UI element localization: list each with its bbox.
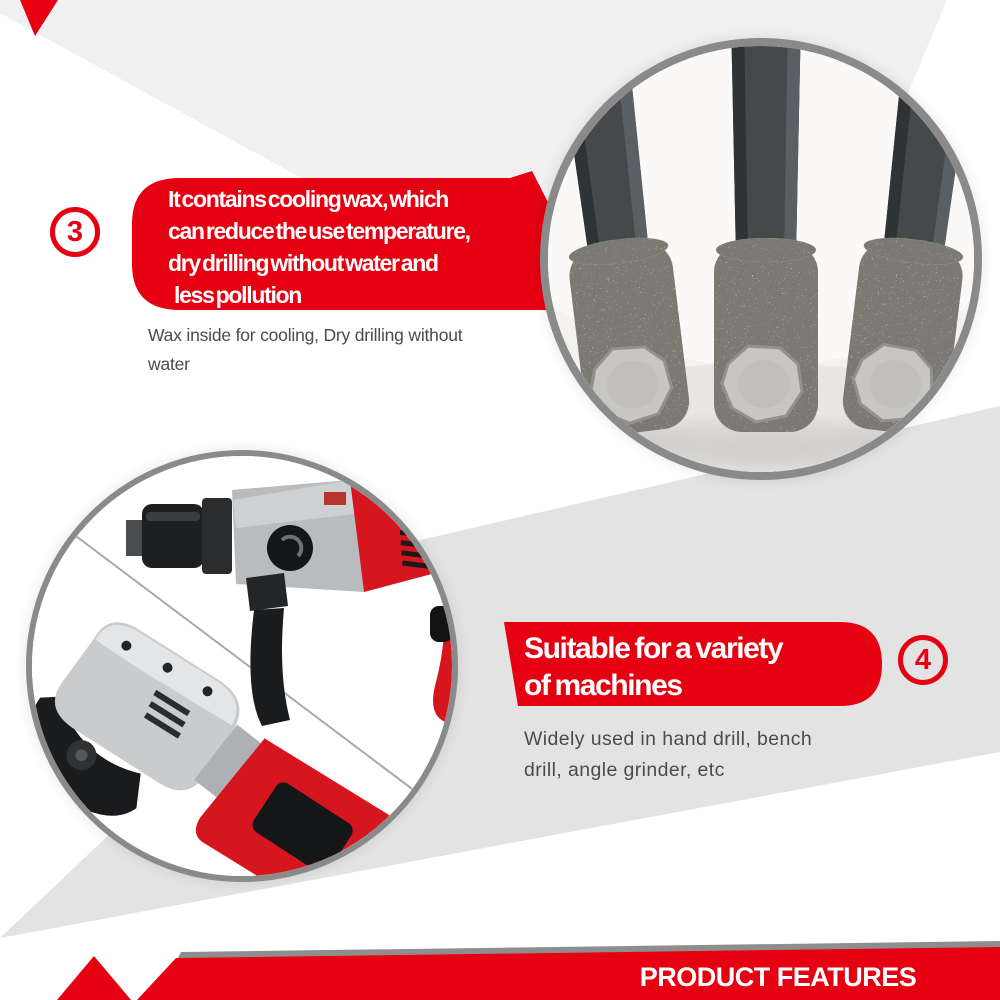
feature4-note-line: drill, angle grinder, etc [524,759,725,781]
feature4-note-line: Widely used in hand drill, bench [524,728,813,750]
feature3-note-line: Wax inside for cooling, Dry drilling without [148,325,463,345]
feature3-note-line: water [148,354,190,374]
feature3-title [168,183,470,311]
feature4-title-line: of machines [524,669,682,702]
footer-label: PRODUCT FEATURES [639,962,917,992]
drill-bits-illustration [548,46,974,472]
feature4-note [524,724,812,786]
feature4-number-badge [898,635,948,685]
feature3-title-line: It contains cooling wax, which [168,186,448,212]
feature3-title-line: dry drilling without water and [168,250,438,276]
feature3-title-line: less pollution [174,282,302,308]
machines-photo [26,450,458,882]
machines-illustration [32,456,452,876]
feature4-title-line: Suitable for a variety [524,632,783,665]
drill-bits-photo [540,38,982,480]
feature3-note [148,321,462,379]
feature4-title [524,630,782,704]
feature3-number: 3 [66,215,84,248]
feature3-title-line: can reduce the use temperature, [168,218,470,244]
feature4-number: 4 [914,643,932,676]
feature3-number-badge [50,207,100,257]
